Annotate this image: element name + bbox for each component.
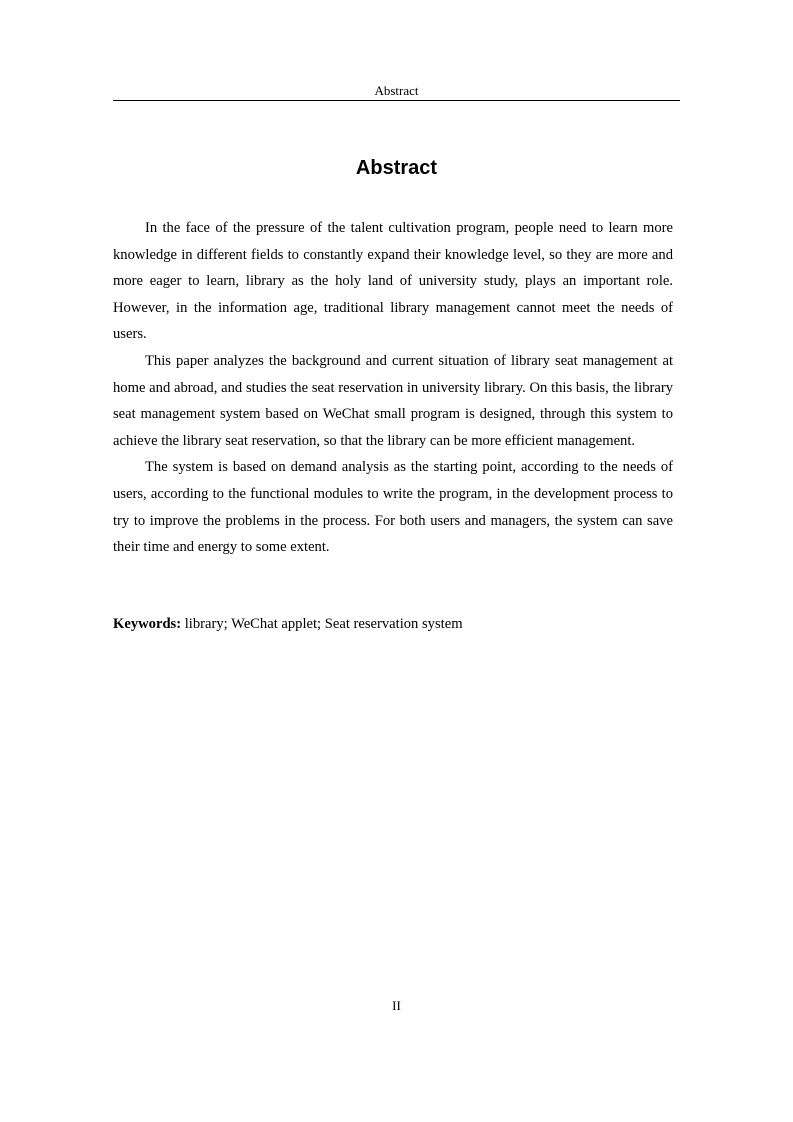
keywords-value: library; WeChat applet; Seat reservation system <box>181 616 463 632</box>
page-title: Abstract <box>355 157 438 179</box>
abstract-paragraph-1: In the face of the pressure of the talent cultivation program, people need to learn more knowledge in different fields to constantly expand their knowledge level, so they are more and more eager to learn, library as the holy land of university study, plays an important role. However, in the information age, traditional library management cannot meet the needs of users. <box>113 220 673 343</box>
keywords-label: Keywords: <box>113 616 182 632</box>
header-rule <box>113 100 680 101</box>
page-number: II <box>392 998 401 1013</box>
running-header: Abstract <box>374 83 419 98</box>
abstract-paragraph-2: This paper analyzes the background and current situation of library seat management at home and abroad, and studies the seat reservation in university library. On this basis, the library seat management system based on WeChat small program is designed, through this system to achieve the library seat reservation, so that the library can be more efficient management. <box>113 352 673 449</box>
abstract-body <box>113 215 673 561</box>
keywords-line <box>113 611 680 637</box>
abstract-paragraph-3: The system is based on demand analysis as the starting point, according to the needs of users, according to the functional modules to write the program, in the development process to try to improve the problems in the process. For both users and managers, the system can save their time and energy to some extent. <box>113 459 673 556</box>
